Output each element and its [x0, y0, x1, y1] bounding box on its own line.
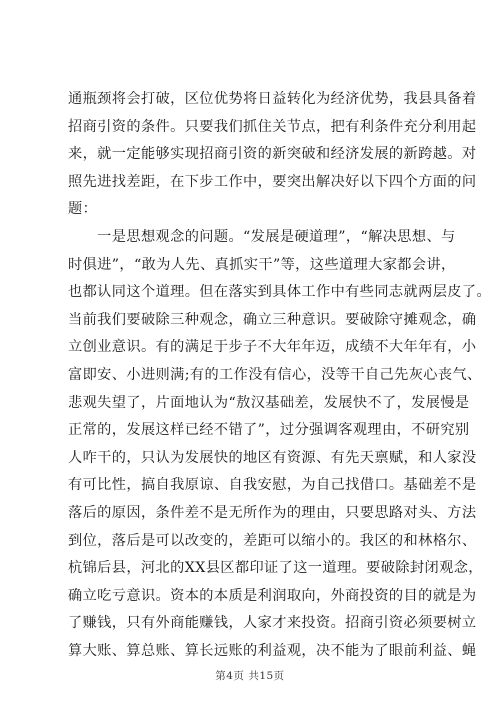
page-footer: 第4页 共15页 [215, 670, 285, 682]
text-line: 来，就一定能够实现招商引资的新突破和经济发展的新跨越。对 [68, 146, 477, 163]
text-line: 照先进找差距，在下步工作中，要突出解决好以下四个方面的问 [68, 173, 477, 190]
text-line: 了赚钱，只有外商能赚钱，人家才来投资。招商引资必须要树立 [68, 615, 477, 632]
text-line: 一是思想观念的问题。“发展是硬道理”，“解决思想、与 [68, 228, 456, 245]
text-line: 杭锦后县，河北的XX县区都印证了这一道理。要破除封闭观念， [68, 560, 483, 577]
text-line: 也都认同这个道理。但在落实到具体工作中有些同志就两层皮了。 [68, 284, 492, 301]
text-line: 时俱进”，“敢为人先、真抓实干”等，这些道理大家都会讲， [68, 256, 456, 273]
text-line: 落后的原因，条件差不是无所作为的理由，只要思路对头、方法 [68, 504, 477, 521]
text-line: 题： [68, 201, 98, 218]
text-line: 有可比性，搞自我原谅、自我安慰，为自己找借口。基础差不是 [68, 477, 477, 494]
text-line: 当前我们要破除三种观念，确立三种意识。要破除守摊观念，确 [68, 311, 477, 328]
text-line: 人咋干的，只认为发展快的地区有资源、有先天禀赋，和人家没 [68, 449, 477, 466]
text-line: 立创业意识。有的满足于步子不大年年迈，成绩不大年年有，小 [68, 339, 477, 356]
text-line: 算大账、算总账、算长远账的利益观，决不能为了眼前利益、蝇 [68, 642, 477, 659]
text-line: 正常的，发展这样已经不错了”，过分强调客观理由，不研究别 [68, 422, 470, 439]
text-line: 确立吃亏意识。资本的本质是利润取向，外商投资的目的就是为 [68, 587, 477, 604]
body-text [68, 86, 492, 665]
text-line: 悲观失望了，片面地认为“敖汉基础差，发展快不了，发展慢是 [68, 394, 470, 411]
text-line: 通瓶颈将会打破，区位优势将日益转化为经济优势，我县具备着 [68, 91, 477, 107]
text-line: 到位，落后是可以改变的，差距可以缩小的。我区的和林格尔、 [68, 532, 477, 549]
text-line: 富即安、小进则满;有的工作没有信心，没等干自己先灰心丧气、 [68, 366, 482, 383]
text-line: 招商引资的条件。只要我们抓住关节点，把有利条件充分利用起 [68, 118, 477, 135]
